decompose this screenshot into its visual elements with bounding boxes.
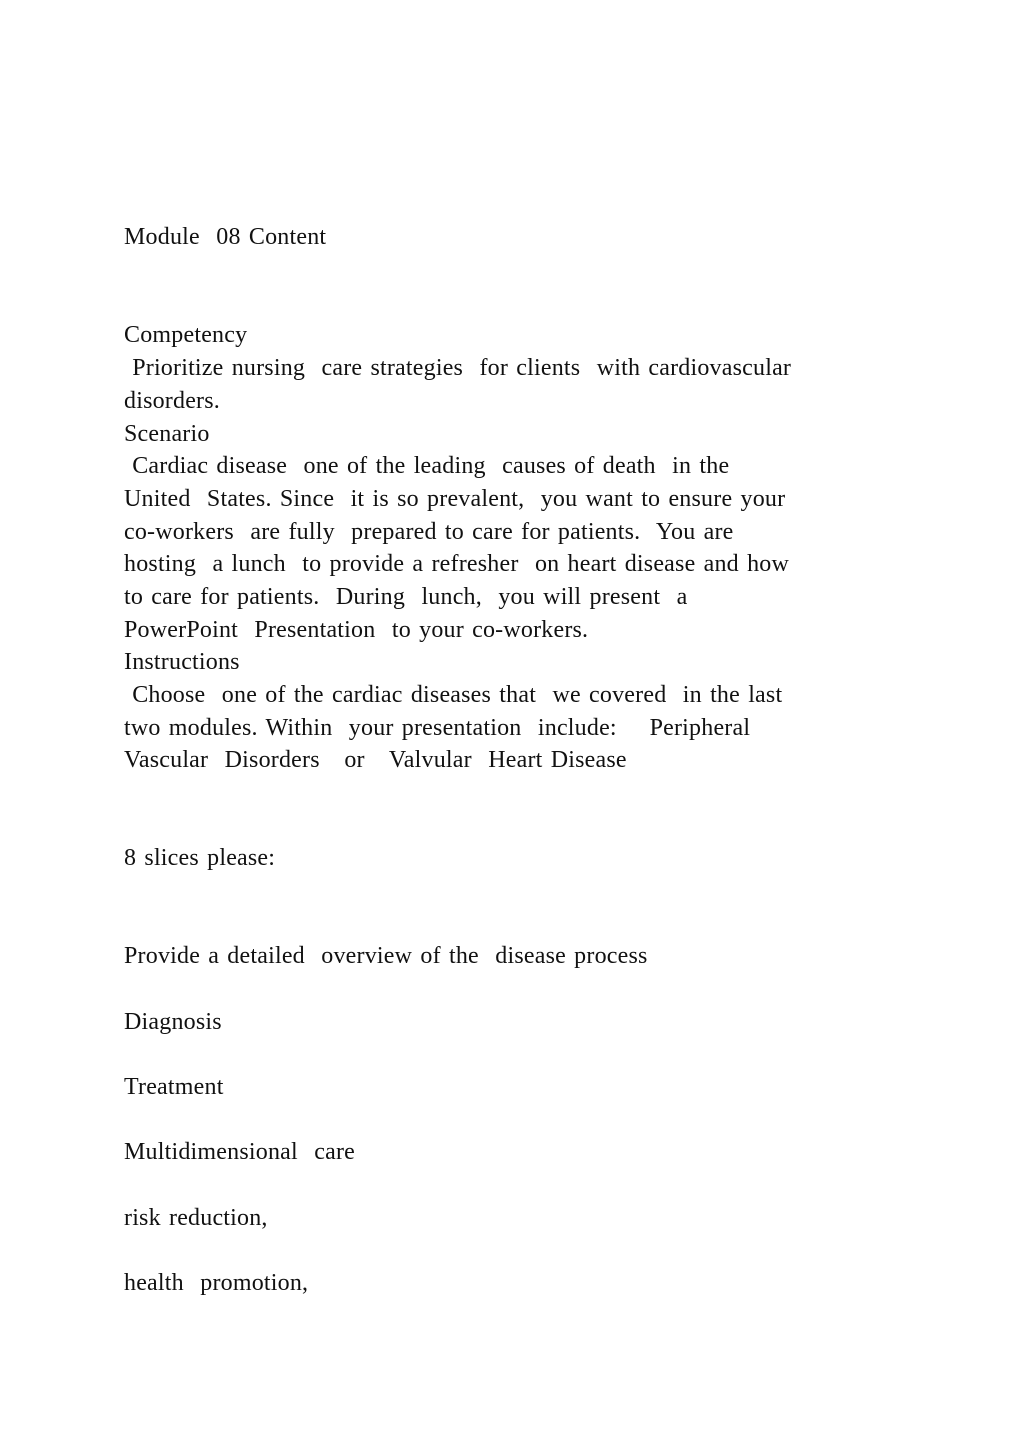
scenario-text-line: PowerPoint Presentation to your co-workers. xyxy=(124,617,589,643)
slides-request: 8 slices please: xyxy=(124,845,276,871)
scenario-text-line: co-workers are fully prepared to care for patients. You are xyxy=(124,519,734,545)
module-title: Module 08 Content xyxy=(124,224,327,250)
scenario-text-line: to care for patients. During lunch, you will present a xyxy=(124,584,688,610)
list-item: Multidimensional care xyxy=(124,1139,356,1165)
scenario-text-line: hosting a lunch to provide a refresher on heart disease and how xyxy=(124,551,790,577)
list-item: Diagnosis xyxy=(124,1009,222,1035)
list-item: Provide a detailed overview of the disease process xyxy=(124,943,648,969)
scenario-text-line: Cardiac disease one of the leading causes of death in the xyxy=(124,453,730,479)
scenario-text-line: United States. Since it is so prevalent, you want to ensure your xyxy=(124,486,786,512)
scenario-heading: Scenario xyxy=(124,421,210,447)
list-item: health promotion, xyxy=(124,1270,309,1296)
competency-text-line: Prioritize nursing care strategies for clients with cardiovascular xyxy=(124,355,792,381)
competency-text-line: disorders. xyxy=(124,388,220,414)
instructions-text-line: Choose one of the cardiac diseases that we covered in the last xyxy=(124,682,783,708)
list-item: Treatment xyxy=(124,1074,224,1100)
instructions-heading: Instructions xyxy=(124,649,240,675)
instructions-text-line: two modules. Within your presentation include: Peripheral xyxy=(124,715,751,741)
instructions-text-line: Vascular Disorders or Valvular Heart Disease xyxy=(124,747,627,773)
list-item: risk reduction, xyxy=(124,1205,268,1231)
competency-heading: Competency xyxy=(124,322,248,348)
